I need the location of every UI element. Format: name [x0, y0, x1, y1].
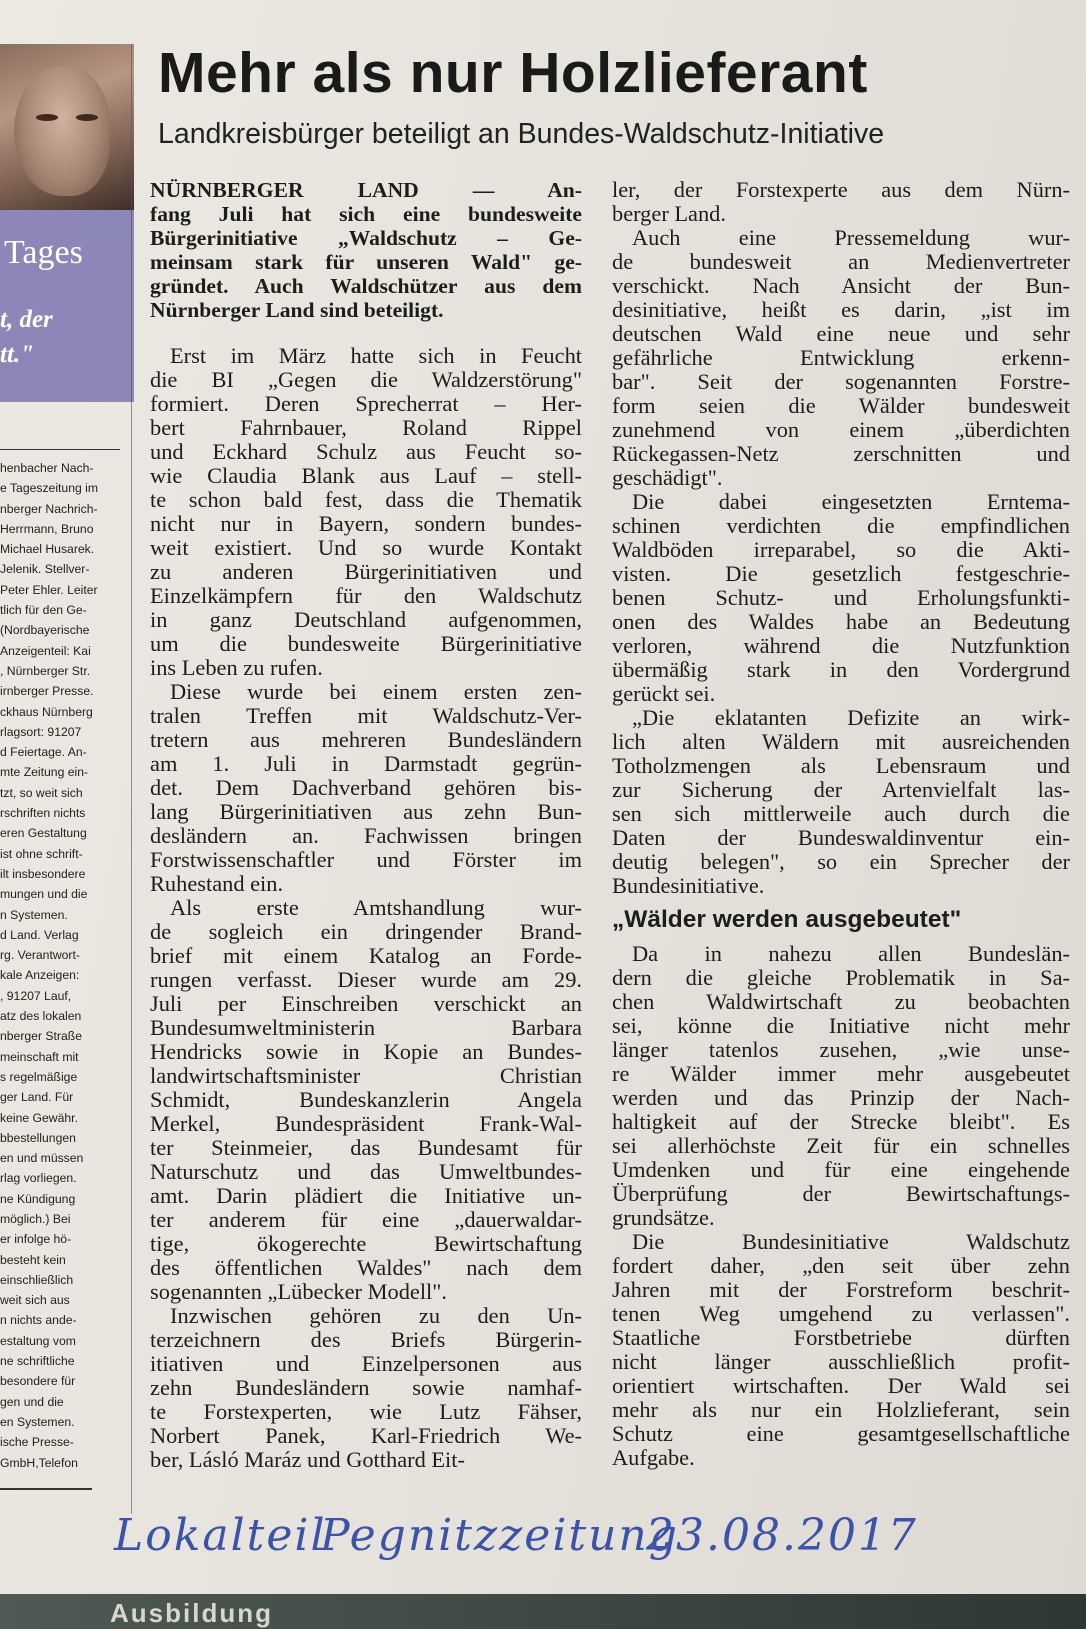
- article-paragraph: [150, 344, 582, 680]
- text-line: brief mit einem Katalog an Forde-: [150, 944, 582, 968]
- impressum-line: irnberger Presse.: [0, 684, 94, 699]
- text-line: re Wälder immer mehr ausgebeutet: [612, 1062, 1070, 1086]
- impressum-line: e Tageszeitung im: [0, 481, 99, 496]
- article-subheading: „Wälder werden ausgebeutet": [612, 906, 962, 933]
- handwritten-date: 23.08.2017: [646, 1510, 918, 1561]
- impressum-line: GmbH,Telefon: [0, 1455, 78, 1470]
- text-line: Merkel, Bundespräsident Frank-Wal-: [150, 1112, 582, 1136]
- lead-line: meinsam stark für unseren Wald" ge-: [150, 250, 582, 274]
- text-line: verloren, während die Nutzfunktion: [612, 634, 1070, 658]
- text-line: Erst im März hatte sich in Feucht: [170, 344, 582, 368]
- impressum-line: tzt, so weit sich: [0, 785, 83, 800]
- lead-line: gründet. Auch Waldschützer aus dem: [150, 274, 582, 298]
- article-paragraph: [612, 1230, 1070, 1470]
- article-headline: Mehr als nur Holzlieferant: [158, 41, 868, 105]
- text-line: Totholzmengen als Lebensraum und: [612, 754, 1070, 778]
- sidebar-divider: [0, 449, 120, 450]
- quote-line: tt.": [0, 341, 35, 368]
- text-line: itiativen und Einzelpersonen aus: [150, 1352, 582, 1376]
- text-line: form seien die Wälder bundesweit: [612, 394, 1070, 418]
- text-line: Inzwischen gehören zu den Un-: [170, 1304, 582, 1328]
- text-line: de bundesweit an Medienvertreter: [612, 250, 1070, 274]
- impressum-line: n Systemen.: [0, 907, 68, 922]
- handwritten-paper: Pegnitzzeitung: [320, 1510, 679, 1561]
- article-paragraph: [612, 490, 1070, 706]
- impressum-line: rg. Verantwort-: [0, 948, 80, 963]
- impressum-line: mte Zeitung ein-: [0, 765, 89, 780]
- text-line: Juli per Einschreiben verschickt an: [150, 992, 582, 1016]
- text-line: tralen Treffen mit Waldschutz-Ver-: [150, 704, 582, 728]
- text-line: zu anderen Bürgerinitiativen und: [150, 560, 582, 584]
- text-line: sei allerhöchste Zeit für ein schnelles: [612, 1134, 1070, 1158]
- article-paragraph: [150, 680, 582, 896]
- article-paragraph: [150, 1304, 582, 1472]
- article-paragraph: [612, 706, 1070, 898]
- portrait-eye: [76, 114, 98, 121]
- text-line: um die bundesweite Bürgerinitiative: [150, 632, 582, 656]
- text-line: lich alten Wäldern mit ausreichenden: [612, 730, 1070, 754]
- text-line: Als erste Amtshandlung wur-: [170, 896, 582, 920]
- text-line: Ruhestand ein.: [150, 872, 284, 896]
- text-line: tenen Weg umgehend zu verlassen".: [612, 1302, 1070, 1326]
- text-line: sen sich mittlerweile auch durch die: [612, 802, 1070, 826]
- impressum-line: s regelmäßige: [0, 1069, 78, 1084]
- quote-box-title: Tages: [4, 234, 83, 271]
- text-line: grundsätze.: [612, 1206, 715, 1230]
- text-line: lang Bürgerinitiativen aus zehn Bun-: [150, 800, 582, 824]
- text-line: schinen verdichten die empfindlichen: [612, 514, 1070, 538]
- next-article-strip: [0, 1594, 1086, 1629]
- impressum-line: n nichts ande-: [0, 1313, 77, 1328]
- article-column-2: [612, 178, 1070, 1470]
- article-lead: [150, 178, 582, 322]
- text-line: am 1. Juli in Darmstadt gegrün-: [150, 752, 582, 776]
- text-line: chen Waldwirtschaft zu beobachten: [612, 990, 1070, 1014]
- text-line: weit existiert. Und so wurde Kontakt: [150, 536, 582, 560]
- text-line: det. Dem Dachverband gehören bis-: [150, 776, 582, 800]
- text-line: ter Steinmeier, das Bundesamt für: [150, 1136, 582, 1160]
- text-line: Einzelkämpfern für den Waldschutz: [150, 584, 582, 608]
- impressum-line: d Feiertage. An-: [0, 745, 87, 760]
- text-line: zur Sicherung der Artenvielfalt las-: [612, 778, 1070, 802]
- text-line: Auch eine Pressemeldung wur-: [632, 226, 1070, 250]
- text-line: orientiert wirtschaften. Der Wald sei: [612, 1374, 1070, 1398]
- lead-line: Nürnberger Land sind beteiligt.: [150, 298, 444, 322]
- quote-box-text: [0, 302, 53, 372]
- impressum-line: mungen und die: [0, 887, 88, 902]
- portrait-photo: [0, 44, 134, 210]
- text-line: terzeichnern des Briefs Bürgerin-: [150, 1328, 582, 1352]
- impressum-line: möglich.) Bei: [0, 1211, 71, 1226]
- handwritten-source-note: [114, 1510, 974, 1580]
- text-line: berger Land.: [612, 202, 726, 226]
- impressum-line: bbestellungen: [0, 1130, 76, 1145]
- text-line: visten. Die gesetzlich festgeschrie-: [612, 562, 1070, 586]
- impressum-line: henbacher Nach-: [0, 461, 94, 475]
- text-line: de sogleich ein dringender Brand-: [150, 920, 582, 944]
- text-line: Forstwissenschaftler und Förster im: [150, 848, 582, 872]
- impressum-line: kale Anzeigen:: [0, 968, 80, 983]
- impressum-line: Anzeigenteil: Kai: [0, 643, 91, 658]
- text-line: amt. Darin plädiert die Initiative un-: [150, 1184, 582, 1208]
- text-line: gefährliche Entwicklung erkenn-: [612, 346, 1070, 370]
- text-line: Bundesumweltministerin Barbara: [150, 1016, 582, 1040]
- impressum-line: ne schriftliche: [0, 1354, 75, 1369]
- text-line: die BI „Gegen die Waldzerstörung": [150, 368, 582, 392]
- impressum-line: ische Presse-: [0, 1435, 74, 1450]
- impressum-line: tlich für den Ge-: [0, 603, 87, 618]
- impressum-line: nberger Straße: [0, 1029, 82, 1044]
- quote-line: t, der: [0, 306, 53, 333]
- impressum-line: besteht kein: [0, 1252, 66, 1267]
- text-line: Waldböden irreparabel, so die Akti-: [612, 538, 1070, 562]
- text-line: desländern an. Fachwissen bringen: [150, 824, 582, 848]
- impressum-line: gen und die: [0, 1394, 64, 1409]
- text-line: Naturschutz und das Umweltbundes-: [150, 1160, 582, 1184]
- impressum-line: , Nürnberger Str.: [0, 663, 91, 678]
- column-rule: [131, 44, 132, 1514]
- text-line: mehr als nur ein Holzlieferant, sein: [612, 1398, 1070, 1422]
- article-paragraph: [150, 896, 582, 1304]
- portrait-eye: [36, 114, 58, 121]
- text-line: nicht länger ausschließlich profit-: [612, 1350, 1070, 1374]
- text-line: Diese wurde bei einem ersten zen-: [170, 680, 582, 704]
- impressum-line: er infolge hö-: [0, 1232, 72, 1247]
- impressum-line: rschriften nichts: [0, 806, 86, 821]
- text-line: deutschen Wald eine neue und sehr: [612, 322, 1070, 346]
- text-line: länger tatenlos zusehen, „wie unse-: [612, 1038, 1070, 1062]
- text-line: deutig belegen", so ein Sprecher der: [612, 850, 1070, 874]
- text-line: Schmidt, Bundeskanzlerin Angela: [150, 1088, 582, 1112]
- text-line: tretern aus mehreren Bundesländern: [150, 728, 582, 752]
- lead-line: Bürgerinitiative „Waldschutz – Ge-: [150, 226, 582, 250]
- impressum-line: estaltung vom: [0, 1333, 76, 1348]
- text-line: geschädigt".: [612, 466, 723, 490]
- text-line: übermäßig stark in den Vordergrund: [612, 658, 1070, 682]
- text-line: fordert daher, „den seit über zehn: [612, 1254, 1070, 1278]
- text-line: Jahren mit der Forstreform beschrit-: [612, 1278, 1070, 1302]
- impressum-line: ist ohne schrift-: [0, 846, 83, 861]
- text-line: tige, ökogerechte Bewirtschaftung: [150, 1232, 582, 1256]
- text-line: in ganz Deutschland aufgenommen,: [150, 608, 582, 632]
- impressum-line: rlagsort: 91207: [0, 724, 82, 739]
- lead-line: fang Juli hat sich eine bundesweite: [150, 202, 582, 226]
- text-line: bar". Seit der sogenannten Forstre-: [612, 370, 1070, 394]
- impressum-line: atz des lokalen: [0, 1009, 82, 1024]
- article-paragraph: [612, 942, 1070, 1230]
- impressum-line: Peter Ehler. Leiter: [0, 582, 98, 597]
- impressum-line: d Land. Verlag: [0, 927, 79, 942]
- impressum-line: eren Gestaltung: [0, 826, 87, 841]
- paragraph-gap: [150, 322, 582, 344]
- text-line: nicht nur in Bayern, sondern bundes-: [150, 512, 582, 536]
- article-column-1: [150, 178, 582, 1472]
- text-line: Da in nahezu allen Bundeslän-: [632, 942, 1070, 966]
- lead-line: NÜRNBERGER LAND — An-: [150, 178, 582, 202]
- text-line: ler, der Forstexperte aus dem Nürn-: [612, 178, 1070, 202]
- text-line: haltigkeit auf der Strecke bleibt". Es: [612, 1110, 1070, 1134]
- text-line: Bundesinitiative.: [612, 874, 765, 898]
- text-line: und Eckhard Schulz aus Feucht so-: [150, 440, 582, 464]
- text-line: ter anderem für eine „dauerwaldar-: [150, 1208, 582, 1232]
- text-line: Staatliche Forstbetriebe dürften: [612, 1326, 1070, 1350]
- impressum-column: [0, 458, 120, 1473]
- impressum-line: ilt insbesondere: [0, 866, 86, 881]
- impressum-line: Jelenik. Stellver-: [0, 562, 90, 577]
- text-line: Daten der Bundeswaldinventur ein-: [612, 826, 1070, 850]
- impressum-line: einschließlich: [0, 1272, 74, 1287]
- text-line: Aufgabe.: [612, 1446, 695, 1470]
- text-line: Schutz eine gesamtgesellschaftliche: [612, 1422, 1070, 1446]
- text-line: sogenannten „Lübecker Modell".: [150, 1280, 448, 1304]
- sidebar-divider: [0, 1488, 92, 1490]
- text-line: landwirtschaftsminister Christian: [150, 1064, 582, 1088]
- text-line: Die Bundesinitiative Waldschutz: [632, 1230, 1070, 1254]
- impressum-line: ger Land. Für: [0, 1090, 74, 1105]
- impressum-line: keine Gewähr.: [0, 1110, 78, 1125]
- text-line: benen Schutz- und Erholungsfunkti-: [612, 586, 1070, 610]
- impressum-line: en Systemen.: [0, 1414, 75, 1429]
- text-line: gerückt sei.: [612, 682, 716, 706]
- portrait-face: [14, 66, 110, 196]
- text-line: Hendricks sowie in Kopie an Bundes-: [150, 1040, 582, 1064]
- impressum-line: rlag vorliegen.: [0, 1171, 77, 1186]
- text-line: werden und das Prinzip der Nach-: [612, 1086, 1070, 1110]
- text-line: sei, könne die Initiative nicht mehr: [612, 1014, 1070, 1038]
- text-line: zunehmend von einem „überdichten: [612, 418, 1070, 442]
- text-line: bert Fahrnbauer, Roland Rippel: [150, 416, 582, 440]
- impressum-line: Herrmann, Bruno: [0, 521, 94, 536]
- text-line: onen des Waldes habe an Bedeutung: [612, 610, 1070, 634]
- text-line: „Die eklatanten Defizite an wirk-: [632, 706, 1070, 730]
- next-article-heading: Ausbildung: [110, 1598, 273, 1628]
- impressum-line: nberger Nachrich-: [0, 501, 98, 516]
- impressum-line: ne Kündigung: [0, 1191, 76, 1206]
- text-line: te Forstexperten, wie Lutz Fähser,: [150, 1400, 582, 1424]
- text-line: ber, Lásló Maráz und Gotthard Eit-: [150, 1448, 465, 1472]
- text-line: ins Leben zu rufen.: [150, 656, 323, 680]
- text-line: Die dabei eingesetzten Erntema-: [632, 490, 1070, 514]
- impressum-line: (Nordbayerische: [0, 623, 90, 638]
- text-line: formiert. Deren Sprecherrat – Her-: [150, 392, 582, 416]
- impressum-line: meinschaft mit: [0, 1049, 79, 1064]
- text-line: te schon bald fest, dass die Thematik: [150, 488, 582, 512]
- article-paragraph: [612, 226, 1070, 490]
- article-subheadline: Landkreisbürger beteiligt an Bundes-Waldschutz-Initiative: [158, 118, 885, 150]
- impressum-line: weit sich aus: [0, 1293, 70, 1308]
- impressum-line: besondere für: [0, 1374, 76, 1389]
- impressum-line: , 91207 Lauf,: [0, 988, 72, 1003]
- text-line: desinitiative, heißt es darin, „ist im: [612, 298, 1070, 322]
- text-line: Norbert Panek, Karl-Friedrich We-: [150, 1424, 582, 1448]
- text-line: Überprüfung der Bewirtschaftungs-: [612, 1182, 1070, 1206]
- article-paragraph: [612, 178, 1070, 226]
- text-line: Umdenken und für eine eingehende: [612, 1158, 1070, 1182]
- handwritten-section: Lokalteil: [114, 1510, 327, 1561]
- text-line: rungen verfasst. Dieser wurde am 29.: [150, 968, 582, 992]
- text-line: verschickt. Nach Ansicht der Bun-: [612, 274, 1070, 298]
- text-line: zehn Bundesländern sowie namhaf-: [150, 1376, 582, 1400]
- text-line: wie Claudia Blank aus Lauf – stell-: [150, 464, 582, 488]
- quote-of-the-day-box: [0, 210, 134, 402]
- text-line: des öffentlichen Waldes" nach dem: [150, 1256, 582, 1280]
- impressum-line: ckhaus Nürnberg: [0, 704, 93, 719]
- text-line: Rückegassen-Netz zerschnitten und: [612, 442, 1070, 466]
- text-line: dern die gleiche Problematik in Sa-: [612, 966, 1070, 990]
- impressum-line: en und müssen: [0, 1151, 84, 1166]
- impressum-line: Michael Husarek.: [0, 542, 95, 557]
